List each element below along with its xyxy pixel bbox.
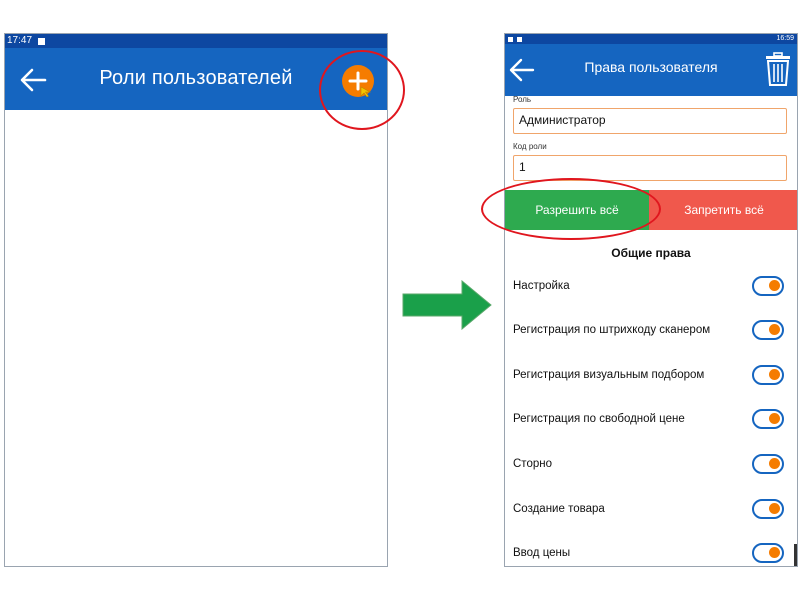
permission-toggle[interactable] bbox=[752, 320, 784, 340]
add-role-button[interactable] bbox=[342, 65, 374, 97]
permission-label: Регистрация по свободной цене bbox=[513, 413, 685, 425]
permission-label: Настройка bbox=[513, 280, 570, 292]
toggle-knob bbox=[769, 280, 780, 291]
app-bar bbox=[505, 44, 797, 96]
permission-label: Создание товара bbox=[513, 503, 605, 515]
permission-label: Сторно bbox=[513, 458, 552, 470]
permission-row bbox=[505, 541, 798, 567]
permission-label: Регистрация по штрихкоду сканером bbox=[513, 324, 711, 336]
deny-all-button[interactable]: Запретить всё bbox=[649, 190, 798, 230]
section-title: Общие права bbox=[611, 246, 691, 260]
allow-all-button[interactable]: Разрешить всё bbox=[505, 190, 649, 230]
trash-icon[interactable] bbox=[765, 52, 791, 86]
left-phone-screen bbox=[4, 33, 388, 567]
notification-icon bbox=[517, 37, 522, 42]
scrollbar[interactable] bbox=[794, 544, 798, 567]
permission-toggle[interactable] bbox=[752, 454, 784, 474]
status-time: 16:59 bbox=[776, 35, 794, 42]
role-code-field-label: Код роли bbox=[513, 142, 547, 151]
permission-row bbox=[505, 452, 798, 478]
notification-icon bbox=[38, 38, 45, 45]
toggle-knob bbox=[769, 503, 780, 514]
status-bar bbox=[5, 34, 387, 48]
status-bar bbox=[505, 34, 797, 44]
toggle-knob bbox=[769, 458, 780, 469]
role-field-label: Роль bbox=[513, 95, 532, 104]
role-code-input[interactable]: 1 bbox=[513, 155, 787, 181]
app-bar bbox=[5, 48, 387, 110]
roles-list bbox=[5, 110, 387, 566]
permission-row bbox=[505, 274, 798, 300]
toggle-knob bbox=[769, 413, 780, 424]
permission-label: Ввод цены bbox=[513, 547, 571, 559]
status-time: 17:47 bbox=[7, 35, 33, 46]
permission-row bbox=[505, 407, 798, 433]
permission-toggle[interactable] bbox=[752, 499, 784, 519]
permission-row bbox=[505, 497, 798, 523]
permission-row bbox=[505, 363, 798, 389]
permission-label: Регистрация визуальным подбором bbox=[513, 369, 705, 381]
arrow-right-icon bbox=[402, 280, 492, 330]
permission-toggle[interactable] bbox=[752, 276, 784, 296]
page-title: Роли пользователей bbox=[99, 67, 293, 89]
toggle-knob bbox=[769, 547, 780, 558]
permission-toggle[interactable] bbox=[752, 365, 784, 385]
right-phone-screen bbox=[504, 33, 798, 567]
plus-circle-icon bbox=[342, 65, 374, 97]
toggle-knob bbox=[769, 324, 780, 335]
page-title: Права пользователя bbox=[584, 59, 718, 75]
permission-toggle[interactable] bbox=[752, 409, 784, 429]
role-input[interactable]: Администратор bbox=[513, 108, 787, 134]
permission-row bbox=[505, 318, 798, 344]
toggle-knob bbox=[769, 369, 780, 380]
wifi-icon bbox=[508, 37, 513, 42]
permission-toggle[interactable] bbox=[752, 543, 784, 563]
